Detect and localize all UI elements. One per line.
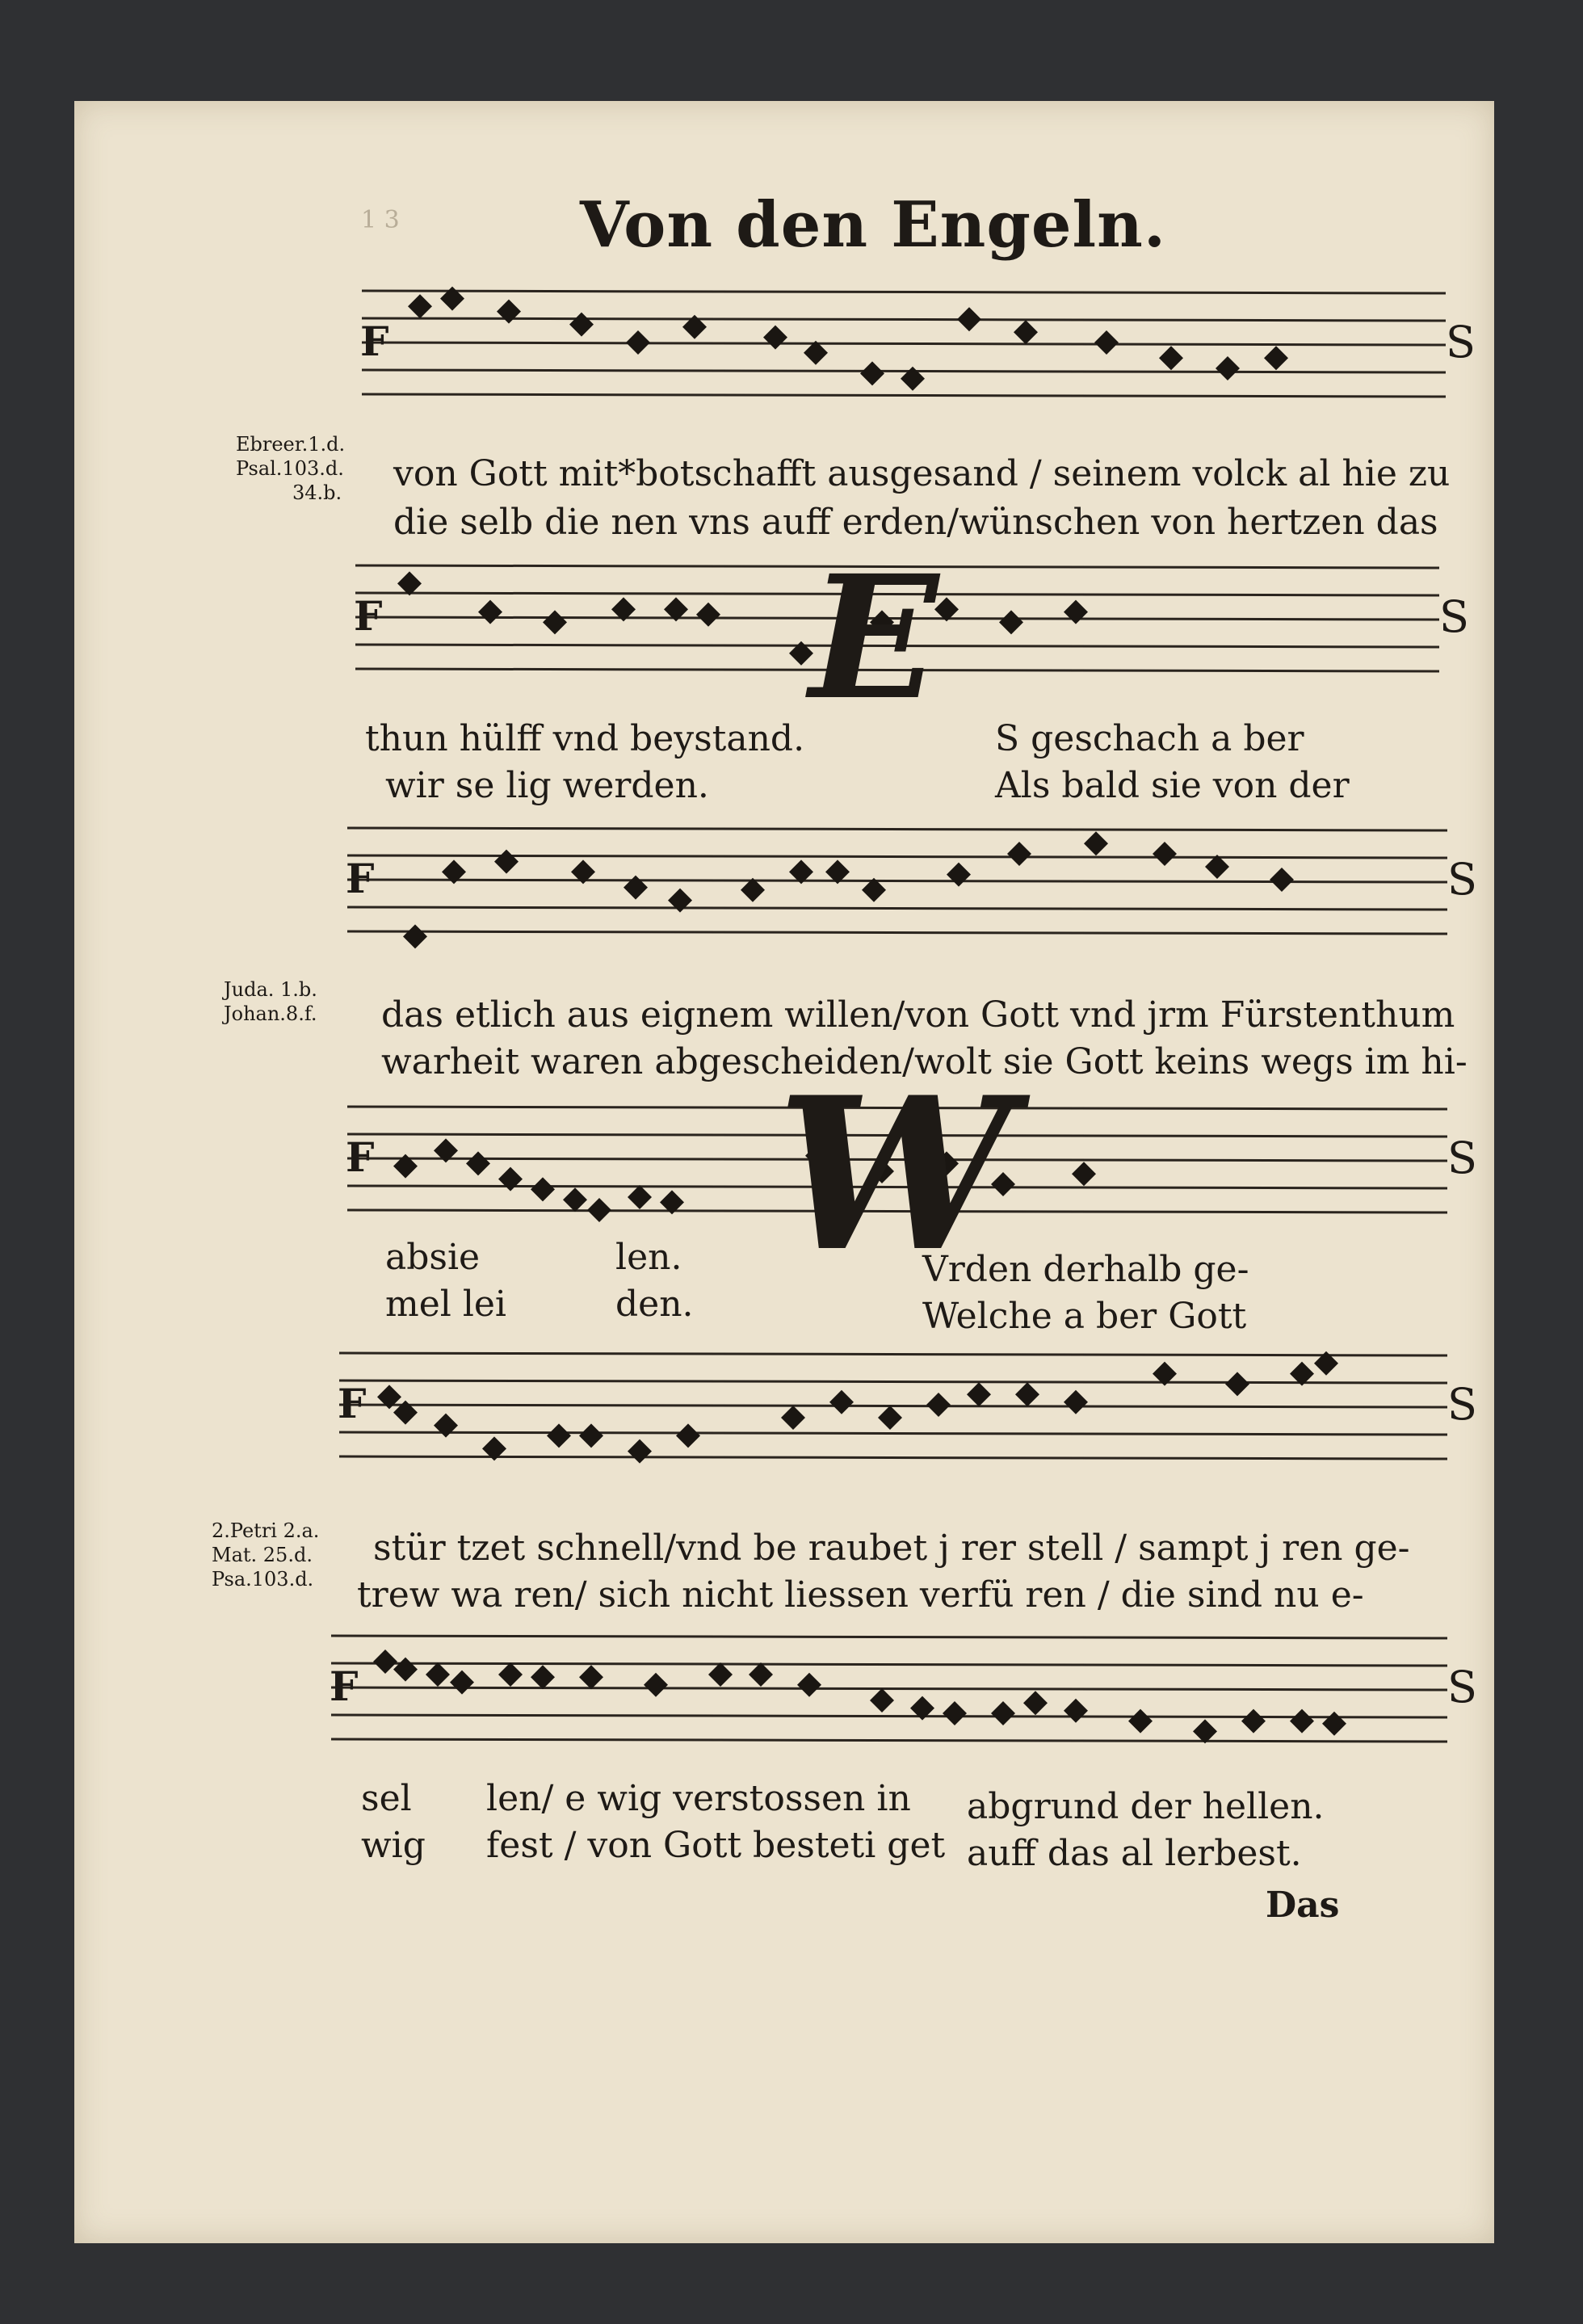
staff-line: [347, 931, 1447, 934]
staff-line: [339, 1381, 1447, 1383]
note: [563, 1187, 587, 1212]
note: [696, 603, 720, 627]
note: [1094, 330, 1119, 355]
note: [1064, 1699, 1088, 1723]
marginal-note-line: Psa.103.d.: [212, 1568, 314, 1591]
note: [797, 1673, 821, 1697]
folio-number: 1 3: [361, 206, 400, 234]
lyric-line: wig: [361, 1825, 426, 1866]
note: [393, 1658, 418, 1682]
note: [1007, 842, 1031, 866]
book-page: [74, 101, 1494, 2243]
note: [434, 1414, 458, 1438]
lyric-line: Vrden derhalb ge-: [922, 1249, 1249, 1290]
note: [1216, 356, 1240, 380]
note: [624, 876, 648, 900]
note: [1064, 600, 1088, 624]
note: [1072, 1162, 1096, 1186]
custos: S: [1447, 854, 1477, 905]
note: [1064, 1390, 1088, 1414]
note: [947, 863, 971, 887]
page-title: Von den Engeln.: [579, 188, 1167, 262]
lyric-line: stür tzet schnell/vnd be raubet j rer stell / sampt j ren ge-: [373, 1528, 1410, 1569]
music-staff: [325, 1620, 1477, 1765]
staff-line: [331, 1636, 1447, 1638]
note: [1225, 1372, 1249, 1396]
note: [408, 294, 432, 318]
marginal-note: [236, 432, 345, 505]
note: [1014, 320, 1038, 344]
note: [781, 1406, 805, 1430]
note: [547, 1423, 571, 1448]
note: [478, 600, 502, 624]
staff-line: [339, 1456, 1447, 1459]
note: [569, 313, 594, 337]
note: [749, 1662, 773, 1687]
lyric-line: auff das al lerbest.: [967, 1833, 1302, 1874]
staff-line: [331, 1663, 1447, 1666]
lyric-line: fest / von Gott besteti get: [486, 1825, 946, 1866]
note: [1241, 1709, 1266, 1734]
staff-line: [331, 1687, 1447, 1690]
staff-line: [362, 318, 1446, 321]
f-clef: F: [346, 1133, 375, 1181]
note: [426, 1662, 450, 1687]
f-clef: F: [338, 1380, 367, 1427]
lyric-line: absie: [385, 1237, 481, 1278]
note: [466, 1151, 490, 1175]
staff-line: [347, 907, 1447, 910]
marginal-note: [224, 977, 317, 1026]
note: [1290, 1709, 1314, 1734]
lyric-line: S geschach a ber: [995, 718, 1304, 759]
note: [587, 1198, 611, 1222]
marginal-note-line: Mat. 25.d.: [212, 1544, 313, 1566]
lyric-line: den.: [615, 1284, 694, 1325]
lyric-line: abgrund der hellen.: [967, 1786, 1325, 1827]
note: [708, 1662, 733, 1687]
lyric-line: das etlich aus eignem willen/von Gott vnd jrm Fürstenthum: [381, 994, 1455, 1036]
note: [829, 1390, 854, 1414]
note: [870, 1688, 894, 1713]
note: [1084, 831, 1108, 855]
note: [373, 1649, 397, 1674]
note: [1153, 842, 1177, 866]
marginal-note-line: Ebreer.1.d.: [236, 433, 346, 456]
lyric-line: thun hülff vnd beystand.: [365, 718, 805, 759]
note: [991, 1701, 1015, 1725]
note: [1128, 1709, 1153, 1734]
lyric-line: mel lei: [385, 1284, 507, 1325]
staff-line: [347, 828, 1447, 830]
note: [967, 1382, 991, 1406]
note: [403, 924, 427, 948]
note: [1322, 1712, 1346, 1736]
music-staff: [341, 812, 1477, 957]
note: [926, 1393, 951, 1417]
staff-line: [362, 394, 1446, 397]
lyric-line: warheit waren abgescheiden/wolt sie Gott keins wegs im hi-: [381, 1041, 1468, 1082]
lyric-line: wir se lig werden.: [385, 765, 709, 806]
lyric-line: Welche a ber Gott: [922, 1296, 1247, 1337]
lyric-line: len.: [615, 1237, 682, 1278]
lyric-line: trew wa ren/ sich nicht liessen verfü ren / die sind nu e-: [357, 1574, 1364, 1616]
note: [498, 1662, 523, 1687]
music-staff: [333, 1337, 1477, 1482]
note: [860, 361, 884, 385]
catchword: Das: [1266, 1885, 1340, 1926]
marginal-note-line: Juda. 1.b.: [224, 978, 317, 1001]
staff-line: [331, 1739, 1447, 1742]
lyric-line: sel: [361, 1778, 412, 1819]
note: [1159, 346, 1183, 370]
note: [999, 610, 1023, 634]
staff-line: [362, 291, 1446, 293]
note: [1270, 868, 1294, 892]
note: [763, 326, 787, 350]
lyric-line: len/ e wig verstossen in: [486, 1778, 911, 1819]
note: [543, 610, 567, 634]
staff-line: [331, 1715, 1447, 1717]
marginal-note-line: Psal.103.d.: [236, 457, 344, 480]
f-clef: F: [330, 1662, 359, 1710]
staff-line: [362, 370, 1446, 372]
note: [878, 1406, 902, 1430]
note: [626, 330, 650, 355]
custos: S: [1446, 317, 1476, 368]
f-clef: F: [346, 855, 375, 902]
custos: S: [1447, 1133, 1477, 1183]
note: [579, 1665, 603, 1689]
staff-line: [362, 343, 1446, 345]
marginal-note-line: Johan.8.f.: [224, 1002, 317, 1025]
staff-line: [339, 1353, 1447, 1355]
note: [494, 850, 519, 874]
note: [497, 300, 521, 324]
custos: S: [1447, 1379, 1477, 1430]
marginal-note-line: 2.Petri 2.a.: [212, 1519, 320, 1542]
note: [450, 1671, 474, 1695]
marginal-note: [212, 1519, 319, 1591]
note: [531, 1665, 555, 1689]
note: [1264, 346, 1288, 370]
note: [498, 1167, 523, 1191]
lyric-line: die selb die nen vns auff erden/wünschen von hertzen das: [393, 502, 1438, 543]
note: [579, 1423, 603, 1448]
marginal-note-line: 34.b.: [292, 481, 342, 504]
staff-line: [339, 1432, 1447, 1435]
custos: S: [1447, 1662, 1477, 1713]
music-staff: [355, 275, 1476, 420]
staff-line: [339, 1405, 1447, 1407]
lyric-line: von Gott mit*botschafft ausgesand / seinem volck al hie zu: [393, 453, 1451, 494]
note: [1023, 1691, 1048, 1715]
note: [644, 1673, 668, 1697]
note: [676, 1423, 700, 1448]
f-clef: F: [354, 592, 383, 640]
custos: S: [1439, 591, 1469, 642]
decorated-initial: W: [777, 1052, 1013, 1298]
f-clef: F: [360, 317, 389, 365]
note: [628, 1439, 652, 1464]
note: [1015, 1382, 1039, 1406]
lyric-line: Als bald sie von der: [995, 765, 1350, 806]
note: [531, 1177, 555, 1201]
note: [943, 1701, 967, 1725]
note: [957, 307, 981, 331]
decorated-initial: E: [809, 538, 939, 738]
note: [628, 1185, 652, 1209]
